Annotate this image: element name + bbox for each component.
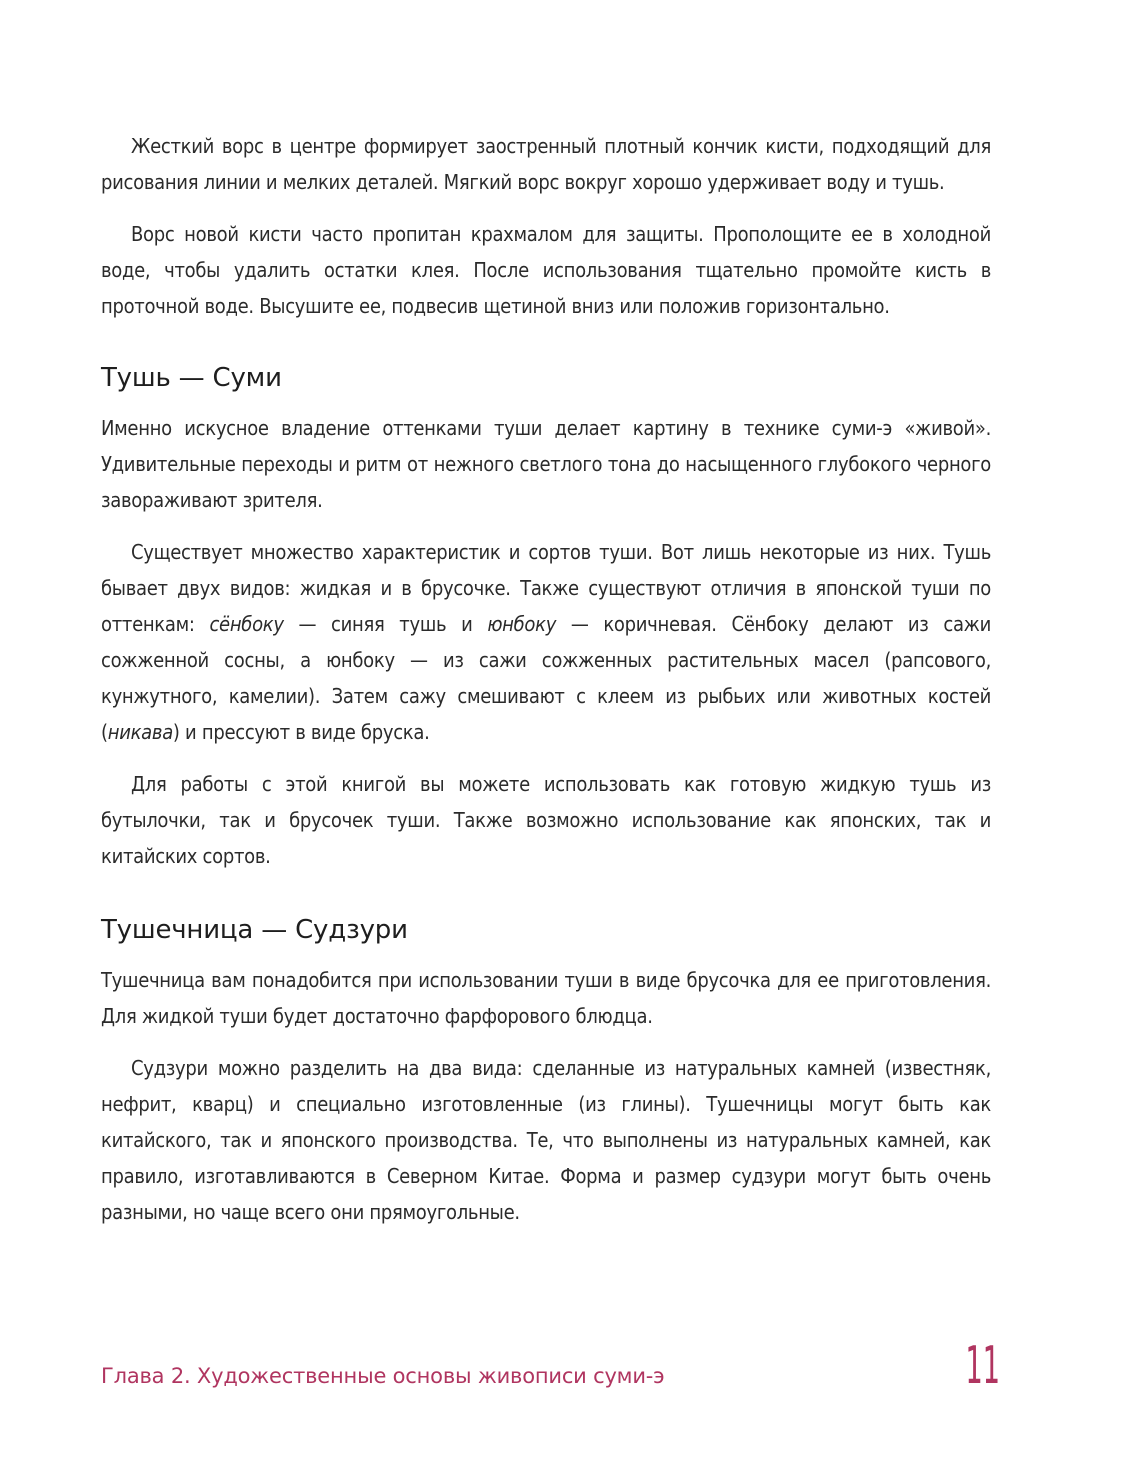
- ink-types-text-b: — синяя тушь и: [283, 612, 488, 636]
- page-number: 11: [965, 1336, 1000, 1396]
- page-body: [101, 128, 991, 1230]
- term-yunboku: юнбоку: [487, 612, 557, 636]
- heading-inkstone-suzuri: Тушечница — Судзури: [101, 915, 408, 945]
- inkstone-types-paragraph: Судзури можно разделить на два вида: сделанные из натуральных камней (известняк, нефрит, кварц) и специально изготовленные (из глины). Тушечницы могут быть как китайского, так и японского производства. Те, что выполнены из натуральных камней, как правило, изготавливаются в Северном Китае. Форма и размер судзури могут быть очень разными, но чаще всего они прямоугольные.: [101, 1056, 991, 1224]
- brush-care-paragraph: Ворс новой кисти часто пропитан крахмалом для защиты. Прополощите ее в холодной воде, чтобы удалить остатки клея. После использования тщательно промойте кисть в проточной воде. Высушите ее, подвесив щетиной вниз или положив горизонтально.: [101, 222, 991, 318]
- brush-bristle-paragraph: Жесткий ворс в центре формирует заостренный плотный кончик кисти, подходящий для рисования линии и мелких деталей. Мягкий ворс вокруг хорошо удерживает воду и тушь.: [101, 134, 991, 194]
- term-nikawa: никава: [107, 720, 173, 744]
- term-senboku: сёнбоку: [209, 612, 284, 636]
- ink-types-text-c: — коричневая. Сёнбоку делают из сажи сожженной сосны, а юнбоку — из сажи сожженных растительных масел (рапсового, кунжутного, камелии). Затем сажу смешивают с клеем из рыбьих или животных костей (: [101, 612, 991, 744]
- chapter-footer-title: Глава 2. Художественные основы живописи суми-э: [101, 1364, 665, 1388]
- ink-types-text-d: ) и прессуют в виде бруска.: [172, 720, 430, 744]
- heading-ink-sumi: Тушь — Суми: [101, 363, 282, 393]
- ink-types-text-a: Существует множество характеристик и сортов туши. Вот лишь некоторые из них. Тушь бывает двух видов: жидкая и в брусочке. Также существуют отличия в японской туши по оттенкам:: [101, 540, 991, 636]
- ink-types-paragraph: [101, 534, 991, 750]
- inkstone-intro-paragraph: Тушечница вам понадобится при использовании туши в виде брусочка для ее приготовления. Для жидкой туши будет достаточно фарфорового блюдца.: [101, 968, 991, 1028]
- ink-intro-paragraph: Именно искусное владение оттенками туши делает картину в технике суми-э «живой». Удивительные переходы и ритм от нежного светлого тона до насыщенного глубокого черного завораживают зрителя.: [101, 416, 991, 512]
- ink-usage-paragraph: Для работы с этой книгой вы можете использовать как готовую жидкую тушь из бутылочки, так и брусочек туши. Также возможно использование как японских, так и китайских сортов.: [101, 772, 991, 868]
